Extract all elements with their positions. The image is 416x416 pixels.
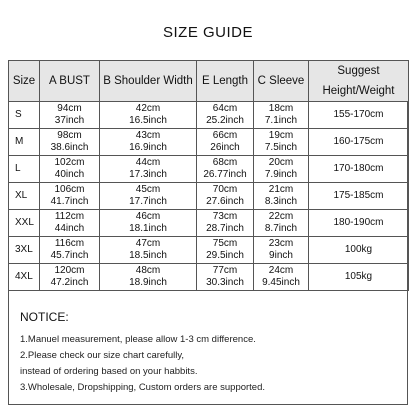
cell-length-cm: 70cm [212, 184, 238, 195]
cell-shoulder-inch: 16.9inch [129, 142, 167, 153]
cell-shoulder-cm: 46cm [135, 211, 161, 222]
header-shoulder-width: B Shoulder Width [100, 61, 197, 102]
header-length: E Length [197, 61, 254, 102]
notice-line-3: instead of ordering based on your habbits. [20, 366, 198, 377]
table-row [9, 129, 409, 156]
cell-sleeve-inch: 9.45inch [262, 277, 300, 288]
cell-bust-cm: 112cm [54, 211, 85, 222]
cell-length-cm: 68cm [212, 157, 238, 168]
cell-length [197, 102, 254, 129]
cell-sleeve-inch: 9inch [269, 250, 293, 261]
cell-shoulder [100, 156, 197, 183]
cell-sleeve-inch: 8.7inch [264, 223, 298, 234]
cell-shoulder [100, 237, 197, 264]
cell-length-inch: 26.77inch [203, 169, 247, 180]
cell-bust [40, 183, 100, 210]
cell-length-cm: 75cm [212, 238, 238, 249]
cell-sleeve-inch: 7.1inch [264, 115, 298, 126]
table-row [9, 264, 409, 291]
notice-line-4: 3.Wholesale, Dropshipping, Custom orders are supported. [20, 382, 266, 393]
cell-length [197, 264, 254, 291]
cell-bust [40, 129, 100, 156]
cell-shoulder-inch: 18.9inch [129, 277, 167, 288]
cell-suggest: 170-180cm [309, 156, 409, 183]
cell-length-cm: 66cm [212, 130, 238, 141]
cell-bust-cm: 98cm [57, 130, 82, 141]
cell-size: M [9, 129, 40, 156]
cell-size: XL [9, 183, 40, 210]
table-header-row [9, 61, 409, 102]
header-suggest [309, 61, 409, 102]
cell-bust-inch: 38.6inch [50, 142, 89, 153]
cell-suggest: 175-185cm [309, 183, 409, 210]
cell-bust [40, 264, 100, 291]
cell-shoulder-cm: 45cm [135, 184, 161, 195]
cell-size: L [9, 156, 40, 183]
cell-length-inch: 30.3inch [206, 277, 244, 288]
cell-shoulder [100, 210, 197, 237]
cell-sleeve-cm: 21cm [268, 184, 294, 195]
cell-suggest: 160-175cm [309, 129, 409, 156]
cell-bust-cm: 94cm [57, 103, 82, 114]
cell-length [197, 156, 254, 183]
cell-bust [40, 156, 100, 183]
cell-bust-inch: 41.7inch [50, 196, 89, 207]
cell-shoulder-cm: 42cm [135, 103, 161, 114]
cell-shoulder [100, 129, 197, 156]
cell-sleeve [254, 210, 309, 237]
cell-sleeve-inch: 7.9inch [264, 169, 298, 180]
cell-bust-cm: 106cm [54, 184, 85, 195]
cell-length-cm: 64cm [212, 103, 238, 114]
cell-shoulder-inch: 18.1inch [129, 223, 167, 234]
cell-suggest: 100kg [309, 237, 409, 264]
cell-shoulder-cm: 47cm [135, 238, 161, 249]
cell-bust [40, 210, 100, 237]
cell-length-inch: 25.2inch [206, 115, 244, 126]
cell-bust-inch: 47.2inch [50, 277, 89, 288]
header-bust: A BUST [40, 61, 100, 102]
notice-section [20, 310, 400, 396]
cell-sleeve [254, 129, 309, 156]
header-size: Size [9, 61, 40, 102]
cell-shoulder-cm: 44cm [135, 157, 161, 168]
cell-length [197, 237, 254, 264]
cell-size: 3XL [9, 237, 40, 264]
cell-sleeve-inch: 7.5inch [264, 142, 298, 153]
cell-bust-inch: 45.7inch [50, 250, 89, 261]
cell-suggest: 105kg [309, 264, 409, 291]
cell-sleeve [254, 156, 309, 183]
cell-shoulder-inch: 17.7inch [129, 196, 167, 207]
cell-length [197, 210, 254, 237]
cell-sleeve [254, 183, 309, 210]
cell-sleeve-cm: 24cm [268, 265, 294, 276]
cell-sleeve [254, 102, 309, 129]
cell-size: XXL [9, 210, 40, 237]
table-row [9, 237, 409, 264]
cell-length-cm: 77cm [212, 265, 238, 276]
cell-length-inch: 26inch [210, 142, 240, 153]
cell-bust-inch: 40inch [54, 169, 85, 180]
notice-line-1: 1.Manuel measurement, please allow 1-3 cm difference. [20, 334, 256, 345]
header-sleeve: C Sleeve [254, 61, 309, 102]
cell-bust [40, 237, 100, 264]
notice-line-2: 2.Please check our size chart carefully, [20, 350, 185, 361]
table-row [9, 102, 409, 129]
cell-shoulder [100, 183, 197, 210]
cell-suggest: 180-190cm [309, 210, 409, 237]
cell-length [197, 129, 254, 156]
cell-bust-inch: 44inch [54, 223, 85, 234]
cell-length-inch: 27.6inch [206, 196, 244, 207]
cell-shoulder [100, 102, 197, 129]
cell-bust-cm: 120cm [54, 265, 85, 276]
cell-shoulder-inch: 16.5inch [129, 115, 167, 126]
cell-size: S [9, 102, 40, 129]
cell-sleeve-inch: 8.3inch [264, 196, 298, 207]
cell-suggest: 155-170cm [309, 102, 409, 129]
page-title: SIZE GUIDE [162, 24, 253, 41]
cell-bust-inch: 37inch [54, 115, 85, 126]
cell-length [197, 183, 254, 210]
cell-shoulder-inch: 17.3inch [129, 169, 167, 180]
cell-sleeve-cm: 19cm [268, 130, 294, 141]
table-row [9, 156, 409, 183]
cell-sleeve-cm: 23cm [268, 238, 294, 249]
header-suggest-line1: Suggest [337, 65, 380, 77]
size-table [8, 60, 409, 291]
cell-length-inch: 28.7inch [206, 223, 244, 234]
cell-shoulder [100, 264, 197, 291]
cell-sleeve-cm: 20cm [268, 157, 294, 168]
cell-sleeve-cm: 18cm [268, 103, 294, 114]
cell-sleeve [254, 237, 309, 264]
cell-bust-cm: 116cm [54, 238, 85, 249]
cell-shoulder-cm: 48cm [135, 265, 161, 276]
cell-bust-cm: 102cm [54, 157, 85, 168]
notice-title: NOTICE: [20, 310, 69, 324]
cell-sleeve-cm: 22cm [268, 211, 294, 222]
cell-sleeve [254, 264, 309, 291]
cell-bust [40, 102, 100, 129]
cell-shoulder-cm: 43cm [135, 130, 161, 141]
cell-length-cm: 73cm [212, 211, 238, 222]
cell-shoulder-inch: 18.5inch [129, 250, 167, 261]
table-row [9, 183, 409, 210]
cell-length-inch: 29.5inch [206, 250, 244, 261]
header-suggest-line2: Height/Weight [322, 85, 395, 97]
cell-size: 4XL [9, 264, 40, 291]
table-row [9, 210, 409, 237]
